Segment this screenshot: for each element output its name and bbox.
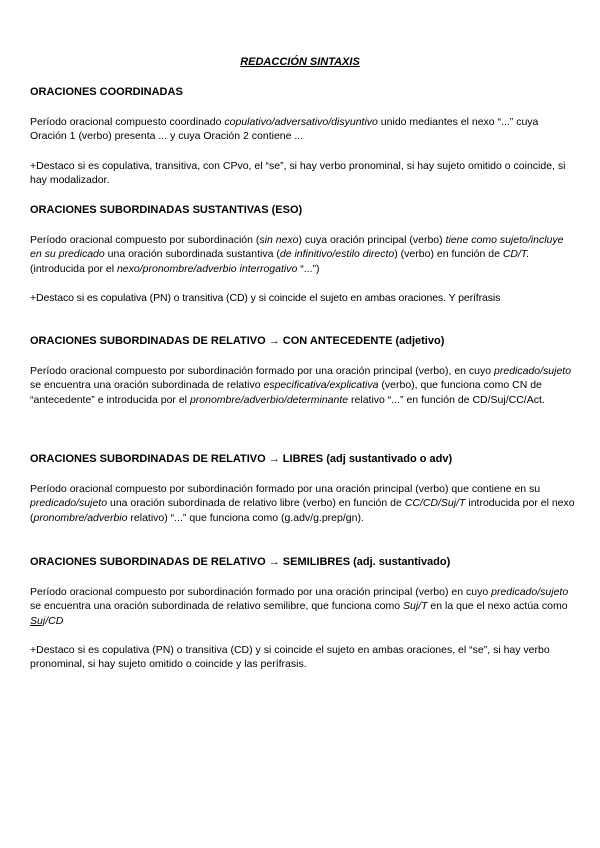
paragraph-sustantivas-destaco: +Destaco si es copulativa (PN) o transitiva (CD) y si coincide el sujeto en ambas oraciones. Y perífrasis: [30, 292, 501, 304]
text-run: se encuentra una oración subordinada de relativo semilibre, que funciona como: [30, 600, 403, 613]
heading-oraciones-coordinadas: ORACIONES COORDINADAS: [30, 86, 183, 98]
italic-run: predicado/sujeto: [30, 497, 108, 510]
text-run: Período oracional compuesto coordinado: [30, 116, 225, 128]
paragraph-relativo-libres: [30, 482, 575, 525]
italic-run: predicado/sujeto: [494, 365, 572, 377]
text-run: introducida por el nexo (: [30, 497, 575, 524]
paragraph-relativo-semilibres: [30, 585, 575, 628]
paragraph-coordinadas-definicion: [30, 115, 575, 144]
underlined-italic-run: Suj: [30, 614, 46, 627]
heading-relativo-semilibres: ORACIONES SUBORDINADAS DE RELATIVO → SEMILIBRES (adj. sustantivado): [30, 556, 451, 568]
italic-run: predicado/sujeto: [491, 586, 569, 598]
text-run: Período oracional compuesto por subordinación formado por una oración principal (verbo), en cuyo: [30, 365, 495, 377]
text-run: Período oracional compuesto por subordinación formado por una oración principal (verbo) en cuyo: [30, 586, 492, 598]
italic-run: CD/T.: [502, 248, 530, 261]
italic-run: CC/CD/Suj/T: [404, 497, 466, 510]
italic-run: /CD: [45, 614, 64, 627]
document-title: REDACCIÓN SINTAXIS: [240, 56, 360, 68]
paragraph-coordinadas-destaco: +Destaco si es copulativa, transitiva, con CPvo, el “se”, si hay verbo pronominal, si hay sujeto omitido o coincide, si hay modalizador.: [30, 160, 566, 187]
text-run: se encuentra una oración subordinada de relativo: [30, 379, 264, 392]
text-run: “...”): [297, 262, 320, 275]
italic-run: Suj/T: [402, 600, 428, 613]
paragraph-relativo-con-antecedente: [30, 364, 575, 407]
text-run: ) cuya oración principal (verbo): [298, 234, 446, 246]
heading-subordinadas-sustantivas: ORACIONES SUBORDINADAS SUSTANTIVAS (ESO): [30, 204, 303, 216]
paragraph-semilibres-destaco: +Destaco si es copulativa (PN) o transitiva (CD) y si coincide el sujeto en ambas oraciones, el “se”, si hay verbo pronominal, si hay sujeto omitido o coincide y las perífrasis.: [30, 644, 550, 671]
italic-run: de infinitivo/estilo directo: [279, 248, 395, 261]
italic-run: copulativo/adversativo/disyuntivo: [224, 116, 378, 128]
heading-relativo-con-antecedente: ORACIONES SUBORDINADAS DE RELATIVO → CON ANTECEDENTE (adjetivo): [30, 335, 445, 347]
text-run: en la que el nexo actúa como: [427, 600, 568, 613]
text-run: (introducida por el: [30, 262, 117, 275]
text-run: relativo “...” en función de CD/Suj/CC/Act.: [348, 393, 545, 406]
italic-run: pronombre/adverbio: [33, 511, 128, 524]
text-run: una oración subordinada sustantiva (: [104, 248, 280, 261]
text-run: unido mediantes el nexo “...” cuya Oración 1 (verbo) presenta ... y cuya Oración 2 contiene ...: [30, 116, 539, 143]
italic-run: especificativa/explicativa: [263, 379, 379, 392]
text-run: ) (verbo) en función de: [394, 248, 503, 261]
italic-run: pronombre/adverbio/determinante: [189, 393, 349, 406]
italic-run: sin nexo: [259, 234, 299, 246]
text-run: Período oracional compuesto por subordinación formado por una oración principal (verbo) que contiene en su: [30, 483, 541, 495]
paragraph-sustantivas-definicion: [30, 233, 575, 276]
heading-relativo-libres: ORACIONES SUBORDINADAS DE RELATIVO → LIBRES (adj sustantivado o adv): [30, 453, 453, 465]
text-run: Período oracional compuesto por subordinación (: [30, 234, 260, 246]
italic-run: tiene como sujeto/incluye en su predicado: [30, 234, 564, 261]
text-run: relativo) “...” que funciona como (g.adv/g.prep/gn).: [127, 511, 364, 524]
text-run: una oración subordinada de relativo libre (verbo) en función de: [107, 497, 405, 510]
text-run: (verbo), que funciona como CN de “antecedente” e introducida por el: [30, 379, 542, 406]
italic-run: nexo/pronombre/adverbio interrogativo: [116, 262, 298, 275]
